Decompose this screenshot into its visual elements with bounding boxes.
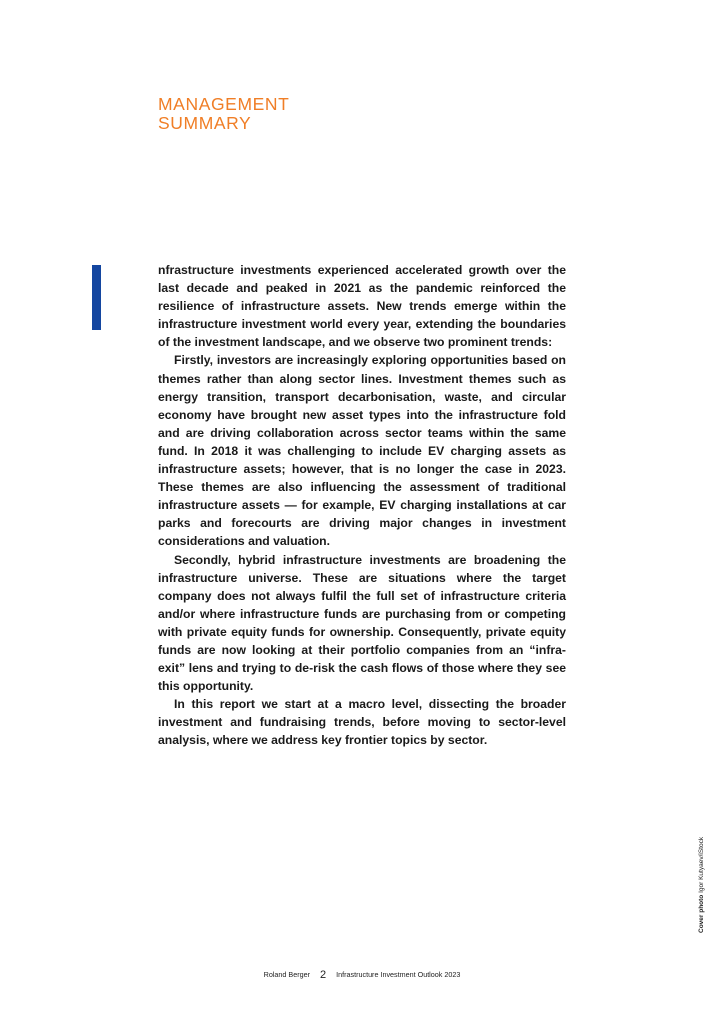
footer-publication: Infrastructure Investment Outlook 2023 xyxy=(336,970,461,979)
accent-bar xyxy=(92,265,101,330)
footer-publisher: Roland Berger xyxy=(263,970,310,979)
photo-credit xyxy=(698,825,712,933)
photo-credit-label: Cover photo xyxy=(698,894,705,933)
page-title-line-2: SUMMARY xyxy=(158,113,252,133)
paragraph-2: Firstly, investors are increasingly exploring opportunities based on themes rather than along sector lines. Investment themes such as energy transition, transport decarbonisation, waste, and circular economy have brought new asset types into the infrastructure fold and are driving collaboration across sector teams within the same fund. In 2018 it was challenging to include EV charging assets as infrastructure assets; however, that is no longer the case in 2023. These themes are also influencing the assessment of traditional infrastructure assets — for example, EV charging installations at car parks and forecourts are driving major changes in investment considerations and valuation. xyxy=(158,353,566,549)
paragraph-4: In this report we start at a macro level, dissecting the broader investment and fundraising trends, before moving to sector-level analysis, where we address key frontier topics by sector. xyxy=(158,697,566,748)
summary-body xyxy=(158,261,566,750)
page-title-line-1: MANAGEMENT xyxy=(158,94,290,114)
page-title xyxy=(158,95,289,133)
paragraph-3: Secondly, hybrid infrastructure investments are broadening the infrastructure universe. These are situations where the target company does not always fulfil the full set of infrastructure criteria and/or where infrastructure funds are purchasing from or competing with private equity funds for ownership. Consequently, private equity funds are now looking at their portfolio companies from an “infra-exit” lens and trying to de-risk the cash flows of those where they see this opportunity. xyxy=(158,552,566,694)
footer-page-number: 2 xyxy=(319,969,327,981)
page-footer xyxy=(0,968,724,980)
photo-credit-source: Igor Kutyaev/iStock xyxy=(698,836,705,893)
paragraph-1: nfrastructure investments experienced accelerated growth over the last decade and peaked in 2021 as the pandemic reinforced the resilience of infrastructure assets. New trends emerge within the infrastructure investment world every year, extending the boundaries of the investment landscape, and we observe two prominent trends: xyxy=(158,263,566,350)
